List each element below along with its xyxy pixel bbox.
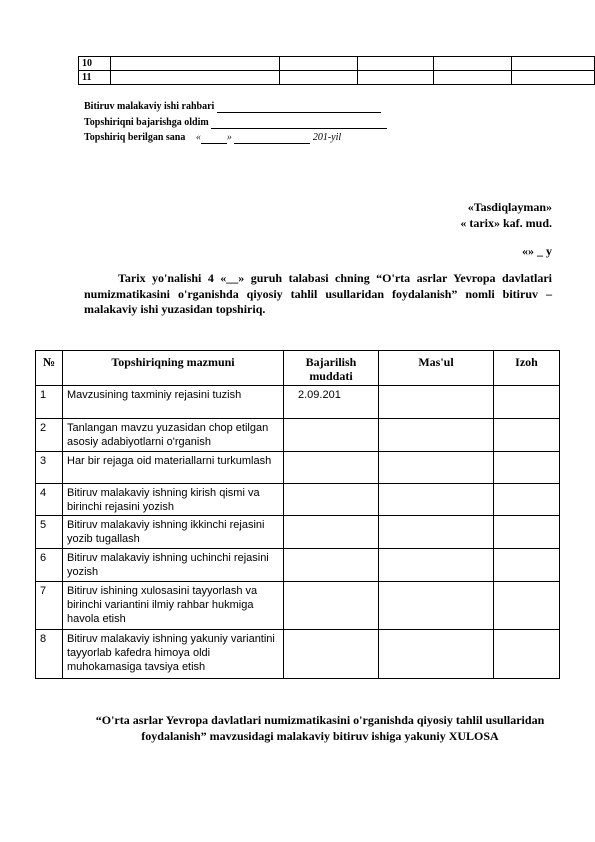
- given-label: Topshiriq berilgan sana: [84, 132, 186, 143]
- table-row: 5 Bitiruv malakaviy ishning ikkinchi rejasini yozib tugallash: [36, 516, 560, 549]
- dept-head: « tarix» kaf. mud.: [460, 216, 552, 230]
- row-number: 11: [79, 71, 111, 85]
- row-number: 10: [79, 57, 111, 71]
- header-responsible: Mas'ul: [379, 351, 494, 386]
- table-row: 3 Har bir rejaga oid materiallarni turkumlash: [36, 452, 560, 484]
- header-deadline: Bajarilish muddati: [284, 351, 379, 386]
- table-row: 4 Bitiruv malakaviy ishning kirish qismi va birinchi rejasini yozish: [36, 484, 560, 516]
- approval-date: «» _ y: [522, 244, 552, 258]
- table-row: 2 Tanlangan mavzu yuzasidan chop etilgan asosiy adabiyotlarni o'rganish: [36, 419, 560, 452]
- header-number: №: [36, 351, 63, 386]
- signature-blank: [211, 118, 387, 129]
- table-header-row: [36, 351, 560, 386]
- given-date-line: Topshiriq berilgan sana « » 201-yil: [84, 132, 342, 143]
- header-note: Izoh: [494, 351, 560, 386]
- header-task: Topshiriqning mazmuni: [63, 351, 284, 386]
- task-table: [35, 350, 560, 679]
- received-label: Topshiriqni bajarishga oldim: [84, 117, 209, 128]
- top-table: [78, 56, 595, 85]
- table-row: 8 Bitiruv malakaviy ishning yakuniy variantini tayyorlab kafedra himoya oldi muhokamasiga tavsiya etish: [36, 630, 560, 679]
- supervisor-line: [84, 101, 381, 113]
- approve-heading: «Tasdiqlayman»: [467, 200, 552, 214]
- table-row: [79, 71, 595, 85]
- table-row: 7 Bitiruv ishining xulosasini tayyorlash va birinchi variantini ilmiy rahbar hukmiga havola etish: [36, 582, 560, 630]
- assignment-intro: Tarix yo'nalishi 4 «__» guruh talabasi chning “O'rta asrlar Yevropa davlatlari numizmatikasini o'rganishda qiyosiy tahlil usullaridan foydalanish” nomli bitiruv – malakaviy ishi yuzasidan topshiriq.: [84, 271, 552, 316]
- conclusion-heading: “O'rta asrlar Yevropa davlatlari numizmatikasini o'rganishda qiyosiy tahlil usullaridan foydalanish” mavzusidagi malakaviy bitiruv ishiga yakuniy XULOSA: [95, 713, 545, 743]
- year-text: 201-yil: [312, 132, 342, 143]
- table-row: 1 Mavzusining taxminiy rejasini tuzish 2.09.201: [36, 386, 560, 419]
- table-row: 6 Bitiruv malakaviy ishning uchinchi rejasini yozish: [36, 549, 560, 582]
- supervisor-label: Bitiruv malakaviy ishi rahbari: [84, 101, 215, 112]
- table-row: [79, 57, 595, 71]
- received-line: [84, 117, 387, 129]
- signature-blank: [217, 102, 381, 113]
